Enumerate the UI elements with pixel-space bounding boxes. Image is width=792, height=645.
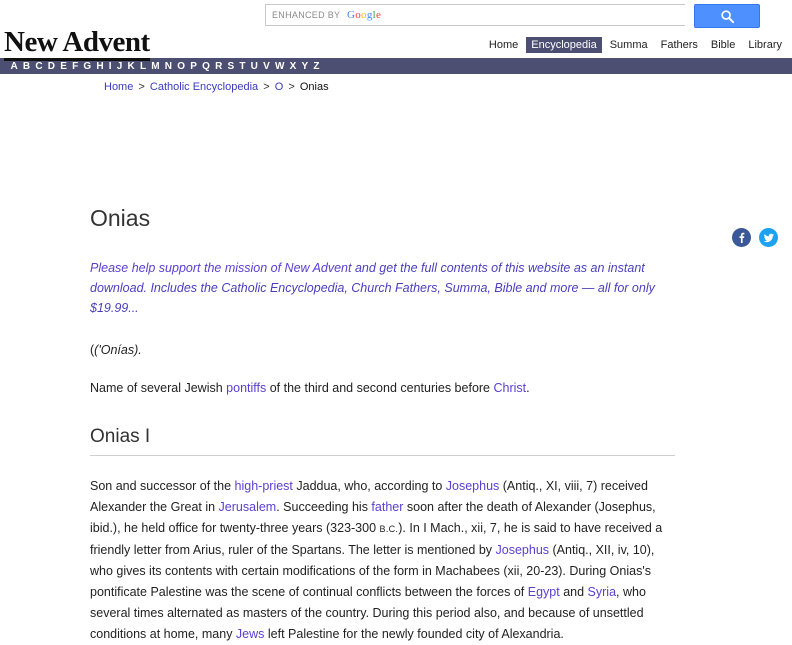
para-text-5: soon after the death of Alexander (Josephus, ibid.), he held office for twenty-three years (323-300: [90, 500, 656, 535]
alphabet-link-f[interactable]: F: [72, 60, 79, 72]
search-form: [265, 4, 760, 28]
para-text-3: (Antiq., XI, viii, 7) received Alexander the Great in: [90, 479, 648, 514]
alphabet-link-n[interactable]: N: [164, 60, 173, 72]
nav-item-encyclopedia[interactable]: Encyclopedia: [526, 37, 601, 53]
link-pontiffs[interactable]: pontiffs: [226, 381, 267, 395]
alphabet-link-h[interactable]: H: [96, 60, 104, 72]
alphabet-link-u[interactable]: U: [250, 60, 259, 72]
intro-after: .: [526, 381, 530, 395]
facebook-share-button[interactable]: [732, 228, 751, 247]
breadcrumb-separator-3: >: [288, 81, 295, 93]
alphabet-link-p[interactable]: P: [190, 60, 198, 72]
breadcrumb: [0, 74, 792, 93]
alphabet-link-w[interactable]: W: [274, 60, 285, 72]
breadcrumb-current: Onias: [299, 81, 329, 93]
para-text-9: , who several times alternated as masters of the country. During this period also, and because of unsettled conditions at home, many: [90, 585, 646, 641]
para-text-1: Son and successor of the: [90, 479, 235, 493]
para-text-6: ). In I Mach., xii, 7, he is said to have received a friendly letter from Arius, ruler of the Spartans. The letter is mentioned by: [90, 521, 663, 557]
site-logo[interactable]: [4, 26, 150, 59]
nav-item-fathers[interactable]: Fathers: [660, 39, 698, 51]
support-promo-text: and get the full contents of this website as an instant download. Includes the Catholic Encyclopedia, Church Fathers, Summa, Bible and more — all for only $19.99...: [90, 261, 655, 315]
era-abbreviation: B.C.: [379, 524, 399, 534]
alphabet-link-y[interactable]: Y: [301, 60, 309, 72]
breadcrumb-letter[interactable]: O: [274, 81, 284, 93]
pronunciation-text: ('Onías).: [94, 343, 142, 357]
link-josephus-1[interactable]: Josephus: [445, 479, 500, 493]
intro-before: Name of several Jewish: [90, 381, 227, 395]
support-promo: [90, 258, 675, 318]
enhanced-by-google-label: [272, 9, 381, 21]
alphabet-link-l[interactable]: L: [139, 60, 147, 72]
link-jews[interactable]: Jews: [235, 627, 265, 641]
alphabet-link-e[interactable]: E: [60, 60, 68, 72]
alphabet-link-q[interactable]: Q: [202, 60, 211, 72]
section-paragraph: [90, 476, 675, 645]
intro-paragraph: [90, 378, 690, 398]
link-jerusalem[interactable]: Jerusalem: [218, 500, 277, 514]
page-title: Onias: [90, 205, 151, 231]
article: [0, 93, 690, 645]
alphabet-link-z[interactable]: Z: [313, 60, 320, 72]
para-text-7: (Antiq., XII, iv, 10), who gives its contents with certain modifications of the form in Machabees (xii, 20-23). During Onias's pontificate Palestine was the scene of continual conflicts between the forces of: [90, 543, 655, 599]
twitter-share-button[interactable]: [759, 228, 778, 247]
link-high-priest[interactable]: high-priest: [234, 479, 293, 493]
support-promo-link[interactable]: Please help support the mission of New Advent: [90, 261, 352, 275]
link-syria[interactable]: Syria: [587, 585, 617, 599]
pronunciation: (('Onías).: [90, 343, 142, 357]
alphabet-link-o[interactable]: O: [177, 60, 186, 72]
search-input[interactable]: [265, 4, 685, 26]
masthead: [0, 26, 792, 58]
nav-item-home[interactable]: Home: [488, 39, 519, 51]
alphabet-link-k[interactable]: K: [127, 60, 135, 72]
section-heading-onias-i: Onias I: [90, 426, 675, 456]
alphabet-link-v[interactable]: V: [263, 60, 270, 72]
twitter-icon: [763, 232, 775, 244]
enhanced-by-text: ENHANCED BY: [272, 10, 341, 20]
site-logo-text: New Advent: [4, 26, 150, 61]
alphabet-link-x[interactable]: X: [289, 60, 297, 72]
alphabet-link-m[interactable]: M: [151, 60, 160, 72]
para-text-2: Jaddua, who, according to: [292, 479, 446, 493]
alphabet-link-d[interactable]: D: [47, 60, 56, 72]
link-egypt[interactable]: Egypt: [527, 585, 560, 599]
alphabet-link-t[interactable]: T: [239, 60, 246, 72]
alphabet-link-s[interactable]: S: [227, 60, 235, 72]
breadcrumb-home[interactable]: Home: [104, 81, 134, 93]
para-text-4: . Succeeding his: [276, 500, 372, 514]
nav-item-bible[interactable]: Bible: [710, 39, 736, 51]
alphabet-link-r[interactable]: R: [215, 60, 223, 72]
alphabet-link-j[interactable]: J: [116, 60, 123, 72]
nav-item-summa[interactable]: Summa: [609, 39, 648, 51]
link-josephus-2[interactable]: Josephus: [495, 543, 550, 557]
link-christ[interactable]: Christ: [493, 381, 527, 395]
link-father[interactable]: father: [371, 500, 404, 514]
intro-middle: of the third and second centuries before: [266, 381, 494, 395]
breadcrumb-separator-1: >: [138, 81, 145, 93]
alphabet-link-c[interactable]: C: [35, 60, 43, 72]
para-text-10: left Palestine for the newly founded city of Alexandria.: [264, 627, 564, 641]
nav-item-library[interactable]: Library: [748, 39, 782, 51]
alphabet-link-i[interactable]: I: [108, 60, 112, 72]
para-text-8: and: [559, 585, 588, 599]
alphabet-link-a[interactable]: A: [10, 60, 18, 72]
social-share: [732, 228, 778, 247]
main-nav: [484, 37, 787, 53]
search-icon: [720, 9, 735, 24]
search-button[interactable]: [694, 4, 760, 28]
breadcrumb-encyclopedia[interactable]: Catholic Encyclopedia: [149, 81, 259, 93]
alphabet-link-g[interactable]: G: [83, 60, 92, 72]
facebook-icon: [736, 232, 747, 243]
google-wordmark: Google: [346, 9, 382, 21]
alphabet-link-b[interactable]: B: [22, 60, 31, 72]
breadcrumb-separator-2: >: [263, 81, 270, 93]
